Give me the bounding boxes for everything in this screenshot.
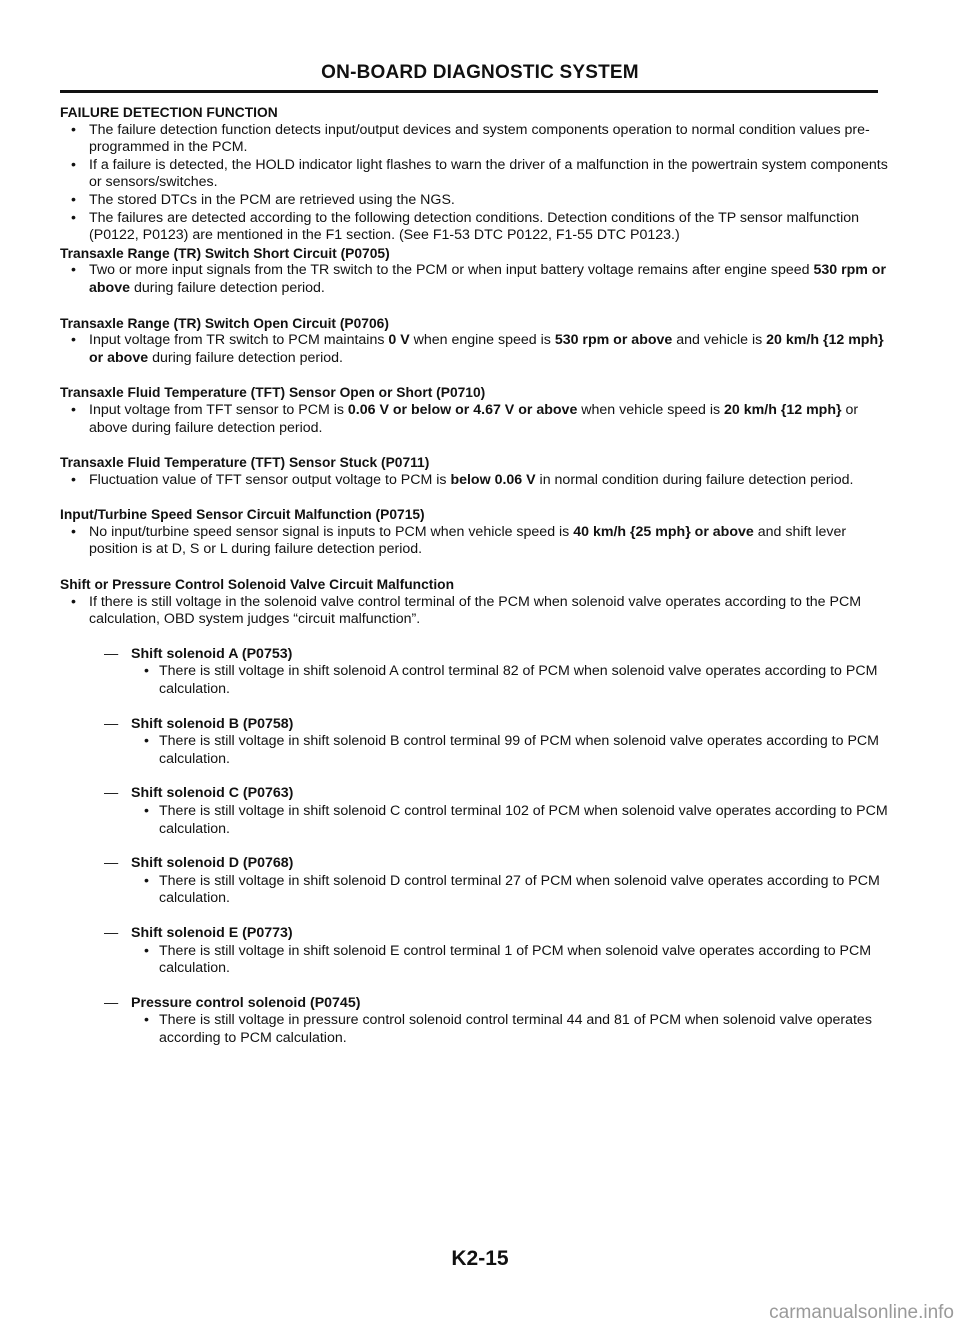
section-failure-detection [60, 104, 890, 245]
sub-item [60, 995, 890, 1048]
section-heading: Input/Turbine Speed Sensor Circuit Malfunction (P0715) [60, 507, 425, 523]
bullet-item: • The failures are detected according to the following detection conditions. Detection conditions of the TP sensor malfunction (P0122, P0123) are mentioned in the F1 section. (See F1-53 DTC P0122, F1-55 DTC P0123.) [60, 210, 890, 245]
bold-value: 530 rpm or above [89, 262, 886, 296]
bullet-item: • If there is still voltage in the solenoid valve control terminal of the PCM when solenoid valve operates according to the PCM calculation, OBD system judges “circuit malfunction”. [60, 594, 890, 629]
section-p0711 [60, 454, 890, 489]
bold-value: 0.06 V or below or 4.67 V or above [347, 401, 578, 418]
section-heading: Transaxle Fluid Temperature (TFT) Sensor Stuck (P0711) [60, 455, 430, 471]
sub-item [60, 925, 890, 978]
bold-value: 530 rpm or above [554, 332, 673, 349]
bold-value: 0 V [388, 332, 410, 349]
section-p0705 [60, 245, 890, 298]
sub-item [60, 785, 890, 838]
bullet-item: • Input voltage from TFT sensor to PCM is 0.06 V or below or 4.67 V or above when vehicle speed is 20 km/h {12 mph} or above during failure detection period. [60, 402, 890, 437]
bullet-item: • Two or more input signals from the TR switch to the PCM or when input battery voltage remains after engine speed 530 rpm or above during failure detection period. [60, 262, 890, 297]
section-heading: Transaxle Range (TR) Switch Open Circuit (P0706) [60, 315, 389, 331]
section-heading: Transaxle Range (TR) Switch Short Circuit (P0705) [60, 245, 390, 261]
title-rule [60, 90, 878, 93]
sub-item-title: Shift solenoid E (P0773) [131, 924, 293, 941]
bullet-item: • There is still voltage in shift solenoid B control terminal 99 of PCM when solenoid valve operates according to PCM calculation. [104, 733, 890, 768]
bullet-item: • No input/turbine speed sensor signal is inputs to PCM when vehicle speed is 40 km/h {25 mph} or above and shift lever position is at D, S or L during failure detection period. [60, 524, 890, 559]
bullet-item: • Input voltage from TR switch to PCM maintains 0 V when engine speed is 530 rpm or above and vehicle is 20 km/h {12 mph} or above during failure detection period. [60, 332, 890, 367]
bullet-item: • There is still voltage in shift solenoid D control terminal 27 of PCM when solenoid valve operates according to PCM calculation. [104, 873, 890, 908]
page-title: ON-BOARD DIAGNOSTIC SYSTEM [321, 62, 639, 83]
section-heading: Transaxle Fluid Temperature (TFT) Sensor Open or Short (P0710) [60, 385, 486, 401]
bold-value: 40 km/h {25 mph} or above [573, 523, 754, 540]
dash-marker: — [104, 785, 119, 802]
sub-item [60, 855, 890, 908]
section-heading: FAILURE DETECTION FUNCTION [60, 105, 278, 120]
sub-item-title: Shift solenoid C (P0763) [131, 785, 294, 802]
bullet-item: • The failure detection function detects input/output devices and system components operation to normal condition values pre-programmed in the PCM. [60, 122, 890, 157]
bullet-item: • There is still voltage in shift solenoid C control terminal 102 of PCM when solenoid valve operates according to PCM calculation. [104, 803, 890, 838]
section-p0710 [60, 384, 890, 437]
sub-item-title: Pressure control solenoid (P0745) [131, 994, 361, 1011]
dash-marker: — [104, 994, 119, 1011]
sub-item [60, 646, 890, 699]
document-body [60, 104, 890, 1048]
section-heading: Shift or Pressure Control Solenoid Valve Circuit Malfunction [60, 577, 455, 593]
bold-value: 20 km/h {12 mph} or above [89, 332, 884, 366]
bullet-item: • There is still voltage in shift solenoid A control terminal 82 of PCM when solenoid valve operates according to PCM calculation. [104, 663, 890, 698]
dash-marker: — [104, 855, 119, 872]
section-solenoid [60, 576, 890, 1047]
section-p0715 [60, 506, 890, 559]
bullet-item: • There is still voltage in shift solenoid E control terminal 1 of PCM when solenoid valve operates according to PCM calculation. [104, 943, 890, 978]
section-p0706 [60, 315, 890, 368]
page-number: K2-15 [451, 1247, 509, 1270]
bullet-item: • There is still voltage in pressure control solenoid control terminal 44 and 81 of PCM when solenoid valve operates according to PCM calculation. [104, 1012, 890, 1047]
sub-item-title: Shift solenoid D (P0768) [131, 855, 294, 872]
sub-item [60, 716, 890, 769]
sub-item-title: Shift solenoid A (P0753) [131, 645, 293, 662]
bold-value: 20 km/h {12 mph} [724, 401, 842, 418]
dash-marker: — [104, 645, 119, 662]
sub-item-title: Shift solenoid B (P0758) [131, 715, 294, 732]
dash-marker: — [104, 715, 119, 732]
bullet-item: • Fluctuation value of TFT sensor output voltage to PCM is below 0.06 V in normal condition during failure detection period. [60, 472, 890, 490]
bold-value: below 0.06 V [450, 471, 536, 488]
dash-marker: — [104, 924, 119, 941]
bullet-item: • The stored DTCs in the PCM are retrieved using the NGS. [60, 192, 890, 210]
watermark: carmanualsonline.info [769, 1302, 954, 1323]
bullet-item: • If a failure is detected, the HOLD indicator light flashes to warn the driver of a malfunction in the powertrain system components or sensors/switches. [60, 157, 890, 192]
